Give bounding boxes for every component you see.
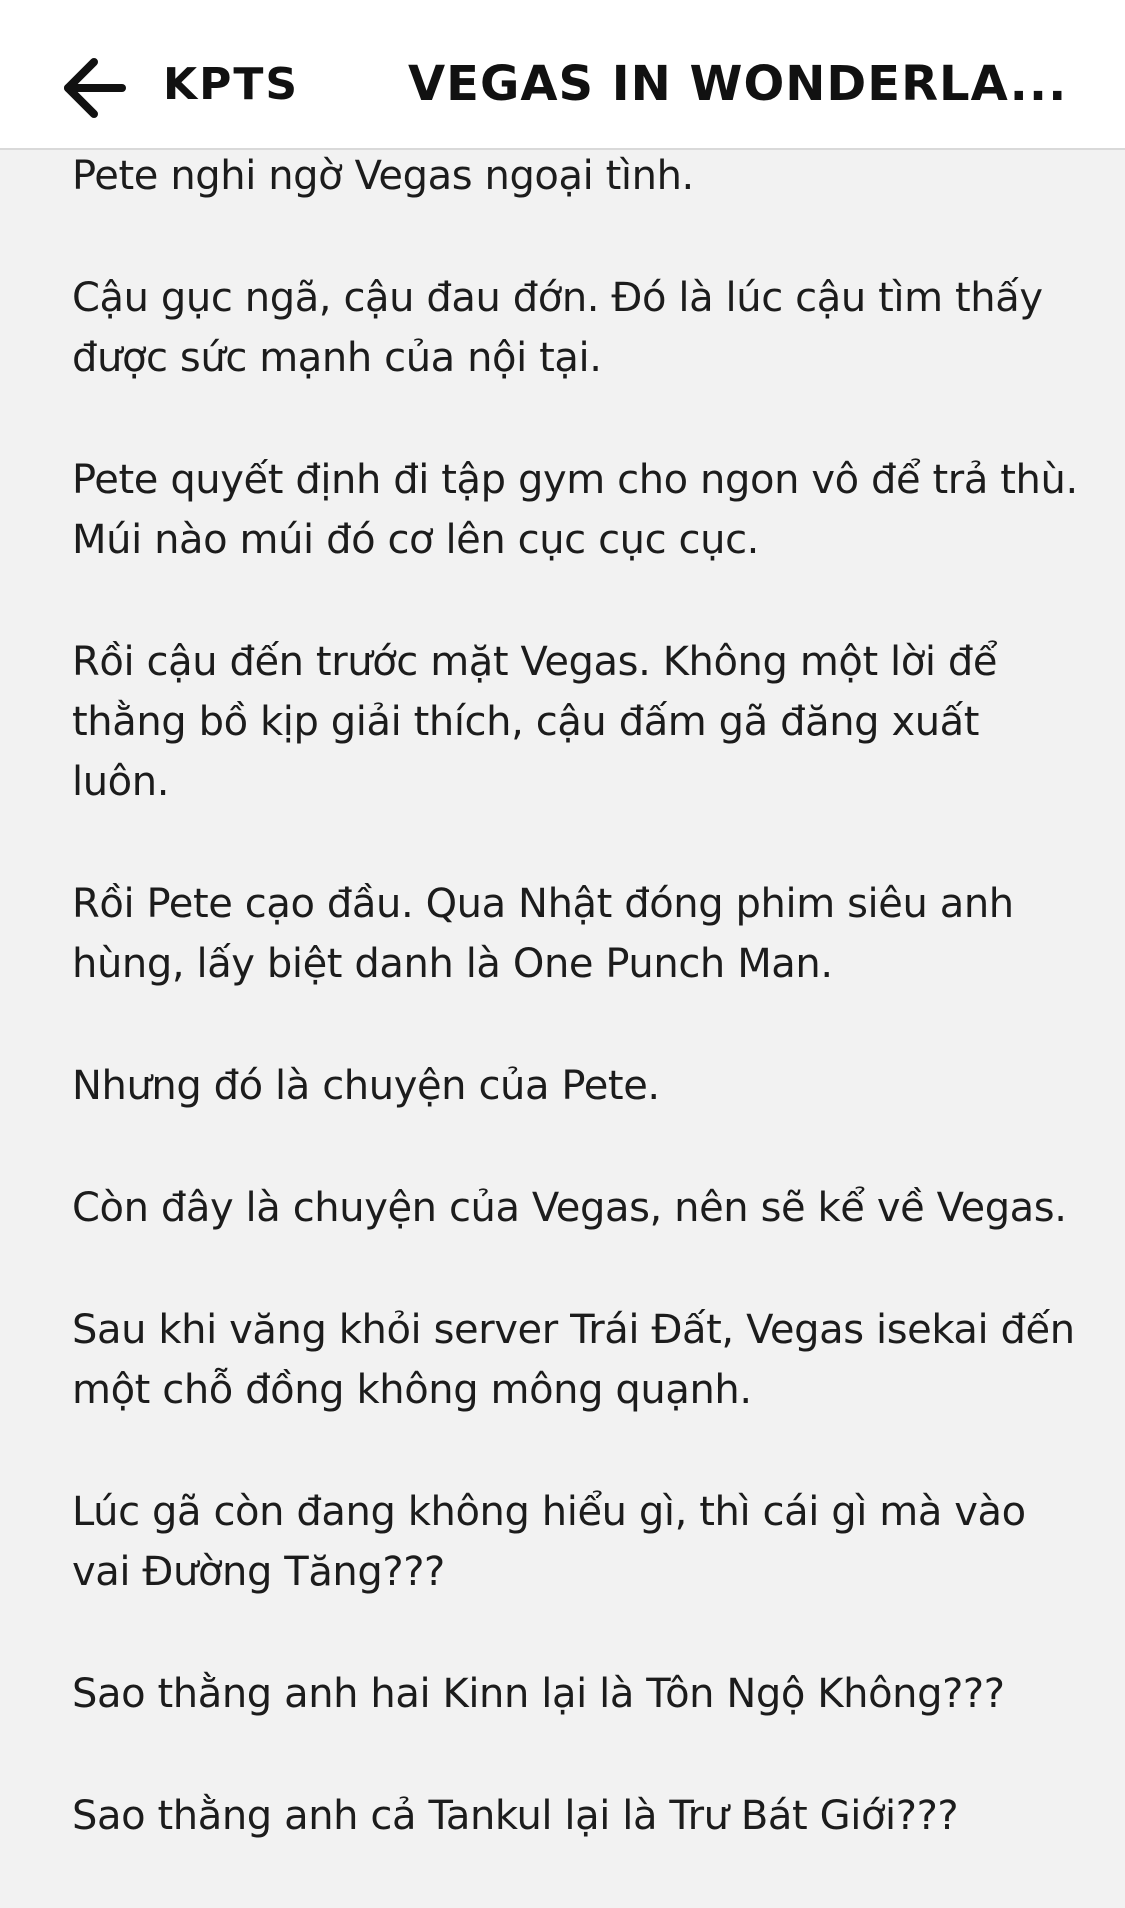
story-content bbox=[72, 146, 1082, 1908]
story-paragraph: Pete nghi ngờ Vegas ngoại tình. bbox=[72, 153, 694, 199]
app-bar bbox=[0, 0, 1125, 150]
app-name[interactable]: KPTS bbox=[163, 59, 300, 110]
story-paragraph: Nhưng đó là chuyện của Pete. bbox=[72, 1063, 660, 1109]
arrow-left-icon bbox=[58, 48, 158, 128]
story-paragraph: Rồi Pete cạo đầu. Qua Nhật đóng phim siêu anh hùng, lấy biệt danh là One Punch Man. bbox=[72, 881, 1014, 987]
story-paragraph: Sao thằng anh hai Kinn lại là Tôn Ngộ Không??? bbox=[72, 1671, 1005, 1717]
back-button[interactable] bbox=[58, 48, 158, 128]
story-paragraph: Pete quyết định đi tập gym cho ngon vô để trả thù. Múi nào múi đó cơ lên cục cục cục. bbox=[72, 457, 1078, 563]
story-title: VEGAS IN WONDERLA... bbox=[408, 56, 1068, 112]
story-paragraph: Cậu gục ngã, cậu đau đớn. Đó là lúc cậu tìm thấy được sức mạnh của nội tại. bbox=[72, 275, 1043, 381]
story-paragraph: Rồi cậu đến trước mặt Vegas. Không một lời để thằng bồ kịp giải thích, cậu đấm gã đăng xuất luôn. bbox=[72, 639, 998, 805]
story-paragraph: Còn đây là chuyện của Vegas, nên sẽ kể về Vegas. bbox=[72, 1185, 1067, 1231]
story-paragraph: Lúc gã còn đang không hiểu gì, thì cái gì mà vào vai Đường Tăng??? bbox=[72, 1489, 1026, 1595]
story-paragraph: Sau khi văng khỏi server Trái Đất, Vegas isekai đến một chỗ đồng không mông quạnh. bbox=[72, 1307, 1075, 1413]
story-paragraph: Sao thằng anh cả Tankul lại là Trư Bát Giới??? bbox=[72, 1793, 959, 1839]
